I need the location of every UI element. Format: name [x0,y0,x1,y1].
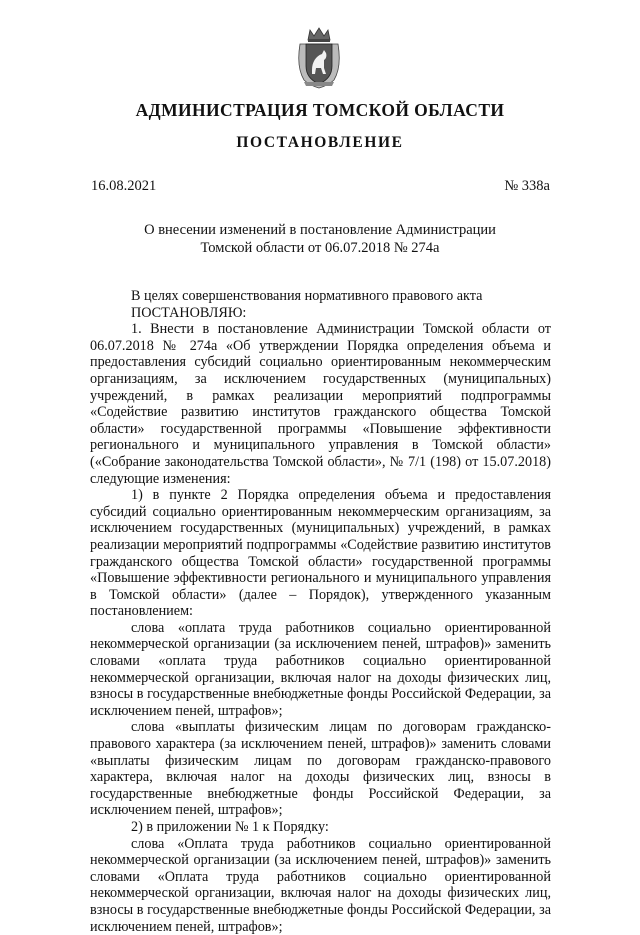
document-subject [90,221,550,257]
body-paragraph: 1) в пункте 2 Порядка определения объема и предоставления субсидий социально ориентированным некоммерческим организациям, за исключением государственных (муниципальных) учреждений, в рамках реализации мероприятий подпрограммы «Содействие развитию институтов гражданского общества Томской области» государственной программы «Повышение эффективности регионального и муниципального управления в Томской области» (далее – Порядок), утвержденного указанным постановлением: [90,487,551,620]
body-paragraph: 1. Внести в постановление Администрации Томской области от 06.07.2018 № 274а «Об утверждении Порядка определения объема и предоставления субсидий социально ориентированным некоммерческим организациям, за исключением государственных (муниципальных) учреждений, в рамках реализации мероприятий подпрограммы «Содействие развитию институтов гражданского общества Томской области» государственной программы «Повышение эффективности регионального и муниципального управления в Томской области» («Собрание законодательства Томской области», № 7/1 (198) от 15.07.2018) следующие изменения: [90,321,551,487]
document-number: № 338а [504,178,550,194]
coat-of-arms-emblem [296,26,342,90]
tomsk-region-coat-of-arms-icon [296,26,342,90]
body-paragraph: слова «Оплата труда работников социально ориентированной некоммерческой организации (за исключением пеней, штрафов)» заменить словами «Оплата труда работников социально ориентированной некоммерческой организации, включая налог на доходы физических лиц, взносы в государственные внебюджетные фонды Российской Федерации, за исключением пеней, штрафов»; [90,835,551,935]
body-paragraph: В целях совершенствования нормативного правового акта [131,288,483,304]
document-meta [91,178,550,196]
body-paragraph: слова «выплаты физическим лицам по договорам гражданско-правового характера (за исключением пеней, штрафов)» заменить словами «выплаты физическим лицам по договорам гражданско-правового характера, включая налог на доходы физических лиц, взносы в государственные внебюджетные фонды Российской Федерации, за исключением пеней, штрафов»; [90,719,551,819]
body-paragraph-decree: ПОСТАНОВЛЯЮ: [131,304,247,321]
subject-line: О внесении изменений в постановление Администрации [144,222,496,238]
organization-title: АДМИНИСТРАЦИЯ ТОМСКОЙ ОБЛАСТИ [135,100,505,120]
body-paragraph: 2) в приложении № 1 к Порядку: [131,819,329,835]
document-type: ПОСТАНОВЛЕНИЕ [236,134,404,151]
document-date: 16.08.2021 [91,178,157,194]
document-body [90,288,551,935]
subject-line: Томской области от 06.07.2018 № 274а [200,240,440,256]
body-paragraph: слова «оплата труда работников социально ориентированной некоммерческой организации (за исключением пеней, штрафов)» заменить словами «оплата труда работников социально ориентированной некоммерческой организации, включая налог на доходы физических лиц, взносы в государственные внебюджетные фонды Российской Федерации, за исключением пеней, штрафов»; [90,619,551,719]
